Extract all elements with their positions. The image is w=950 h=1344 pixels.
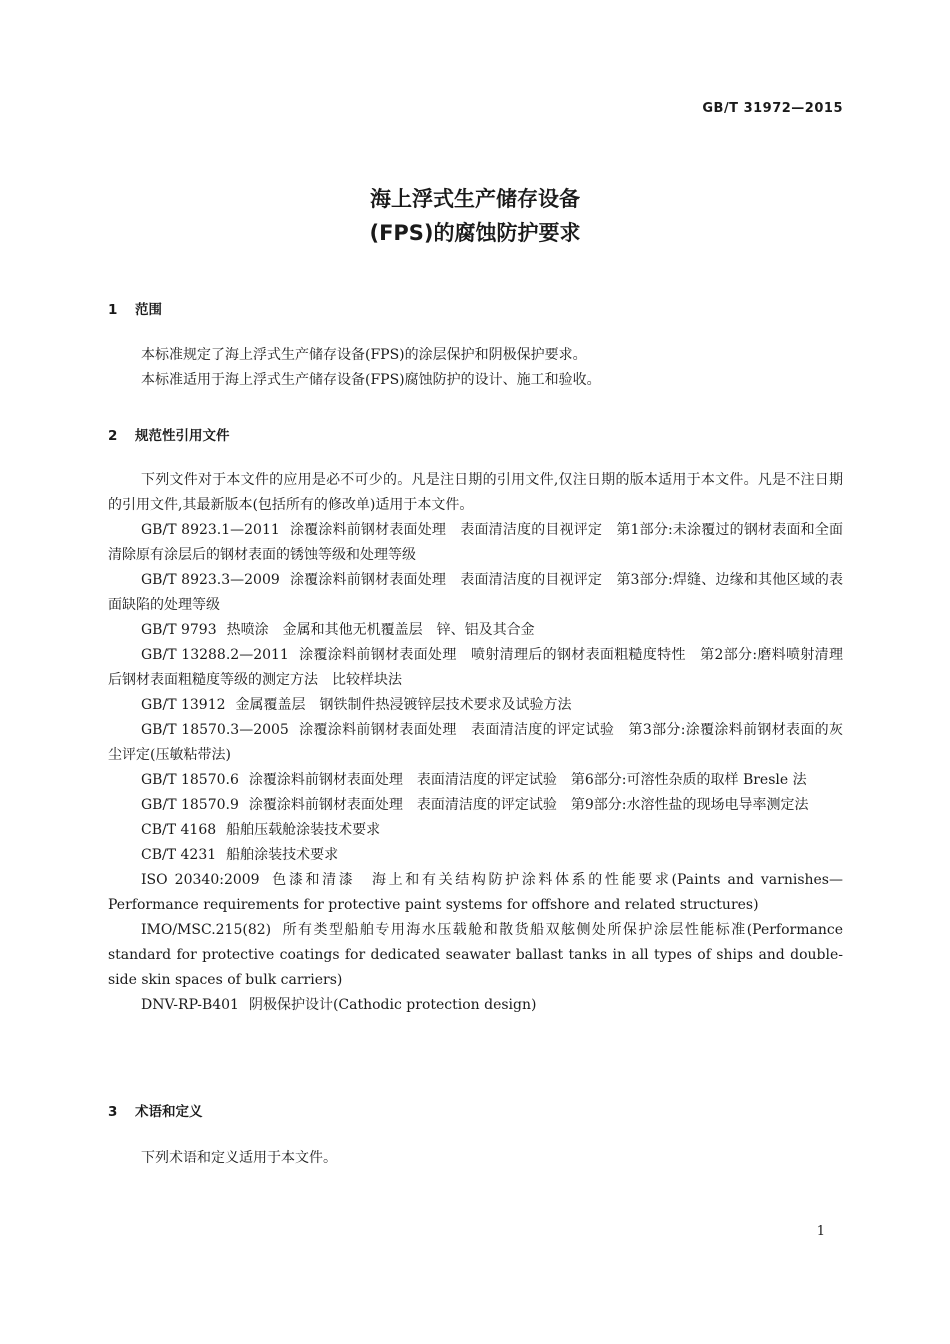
- reference-item: [108, 793, 843, 818]
- standard-code: GB/T 31972—2015: [702, 101, 843, 116]
- reference-item: [108, 918, 843, 993]
- reference-item: [108, 693, 843, 718]
- reference-code: CB/T 4168: [141, 822, 217, 838]
- reference-title: 涂覆涂料前钢材表面处理 表面清洁度的目视评定 第3部分:焊缝、边缘和其他区域的表面缺陷的处理等级: [108, 572, 844, 613]
- reference-item: [108, 618, 843, 643]
- reference-code: GB/T 18570.6: [141, 772, 239, 788]
- section-3-number: 3: [108, 1104, 118, 1120]
- reference-item: [108, 868, 843, 918]
- reference-code: CB/T 4231: [141, 847, 217, 863]
- reference-title: 船舶涂装技术要求: [226, 847, 339, 863]
- page-number: 1: [816, 1224, 825, 1239]
- reference-title: 涂覆涂料前钢材表面处理 喷射清理后的钢材表面粗糙度特性 第2部分:磨料喷射清理后钢材表面粗糙度等级的测定方法 比较样块法: [108, 647, 844, 688]
- reference-code: GB/T 9793: [141, 622, 217, 638]
- reference-code: GB/T 18570.9: [141, 797, 239, 813]
- reference-item: [108, 993, 843, 1018]
- reference-item: [108, 568, 843, 618]
- reference-title: 热喷涂 金属和其他无机覆盖层 锌、铝及其合金: [226, 622, 535, 638]
- reference-title: 阴极保护设计(Cathodic protection design): [248, 997, 537, 1013]
- reference-item: [108, 718, 843, 768]
- section-2-number: 2: [108, 428, 118, 444]
- document-title-line-2: (FPS)的腐蚀防护要求: [369, 221, 581, 245]
- reference-code: GB/T 13912: [141, 697, 226, 713]
- section-3-title: 术语和定义: [135, 1104, 203, 1120]
- reference-code: IMO/MSC.215(82): [141, 922, 272, 938]
- reference-item: [108, 768, 843, 793]
- section-2-body: [108, 468, 843, 1018]
- reference-code: GB/T 8923.3—2009: [141, 572, 280, 588]
- reference-code: DNV-RP-B401: [141, 997, 239, 1013]
- reference-item: [108, 518, 843, 568]
- reference-title: 所有类型船舶专用海水压载舱和散货船双舷侧处所保护涂层性能标准(Performance standard for protective coatings for dedicated seawater ballast tanks in all types of ships and double-side skin spaces of bulk carriers): [108, 922, 843, 988]
- reference-title: 色漆和清漆 海上和有关结构防护涂料体系的性能要求(Paints and varnishes—Performance requirements for protective paint systems for offshore and related structures): [108, 872, 843, 913]
- reference-item: [108, 643, 843, 693]
- reference-code: ISO 20340:2009: [141, 872, 260, 888]
- paragraph: 下列术语和定义适用于本文件。: [141, 1150, 337, 1166]
- section-1-body: [108, 343, 843, 393]
- section-2-heading: [108, 424, 230, 444]
- reference-code: GB/T 13288.2—2011: [141, 647, 289, 663]
- document-title-line-1: 海上浮式生产储存设备: [370, 187, 580, 211]
- section-1-title: 范围: [135, 302, 162, 318]
- reference-item: [108, 843, 843, 868]
- reference-code: GB/T 18570.3—2005: [141, 722, 289, 738]
- reference-title: 涂覆涂料前钢材表面处理 表面清洁度的评定试验 第6部分:可溶性杂质的取样 Bresle 法: [248, 772, 807, 788]
- section-3-body: [108, 1146, 843, 1171]
- paragraph: 本标准规定了海上浮式生产储存设备(FPS)的涂层保护和阴极保护要求。: [141, 347, 587, 363]
- reference-item: [108, 818, 843, 843]
- reference-code: GB/T 8923.1—2011: [141, 522, 280, 538]
- reference-title: 涂覆涂料前钢材表面处理 表面清洁度的评定试验 第3部分:涂覆涂料前钢材表面的灰尘评定(压敏粘带法): [108, 722, 844, 763]
- section-2-title: 规范性引用文件: [135, 428, 230, 444]
- paragraph: 本标准适用于海上浮式生产储存设备(FPS)腐蚀防护的设计、施工和验收。: [141, 372, 601, 388]
- section-3-heading: [108, 1100, 203, 1120]
- reference-title: 涂覆涂料前钢材表面处理 表面清洁度的评定试验 第9部分:水溶性盐的现场电导率测定法: [248, 797, 809, 813]
- section-1-number: 1: [108, 302, 118, 318]
- section-1-heading: [108, 298, 162, 318]
- paragraph: 下列文件对于本文件的应用是必不可少的。凡是注日期的引用文件,仅注日期的版本适用于本文件。凡是不注日期的引用文件,其最新版本(包括所有的修改单)适用于本文件。: [108, 472, 843, 513]
- reference-title: 金属覆盖层 钢铁制件热浸镀锌层技术要求及试验方法: [235, 697, 572, 713]
- reference-title: 船舶压载舱涂装技术要求: [226, 822, 381, 838]
- reference-title: 涂覆涂料前钢材表面处理 表面清洁度的目视评定 第1部分:未涂覆过的钢材表面和全面清除原有涂层后的钢材表面的锈蚀等级和处理等级: [108, 522, 844, 563]
